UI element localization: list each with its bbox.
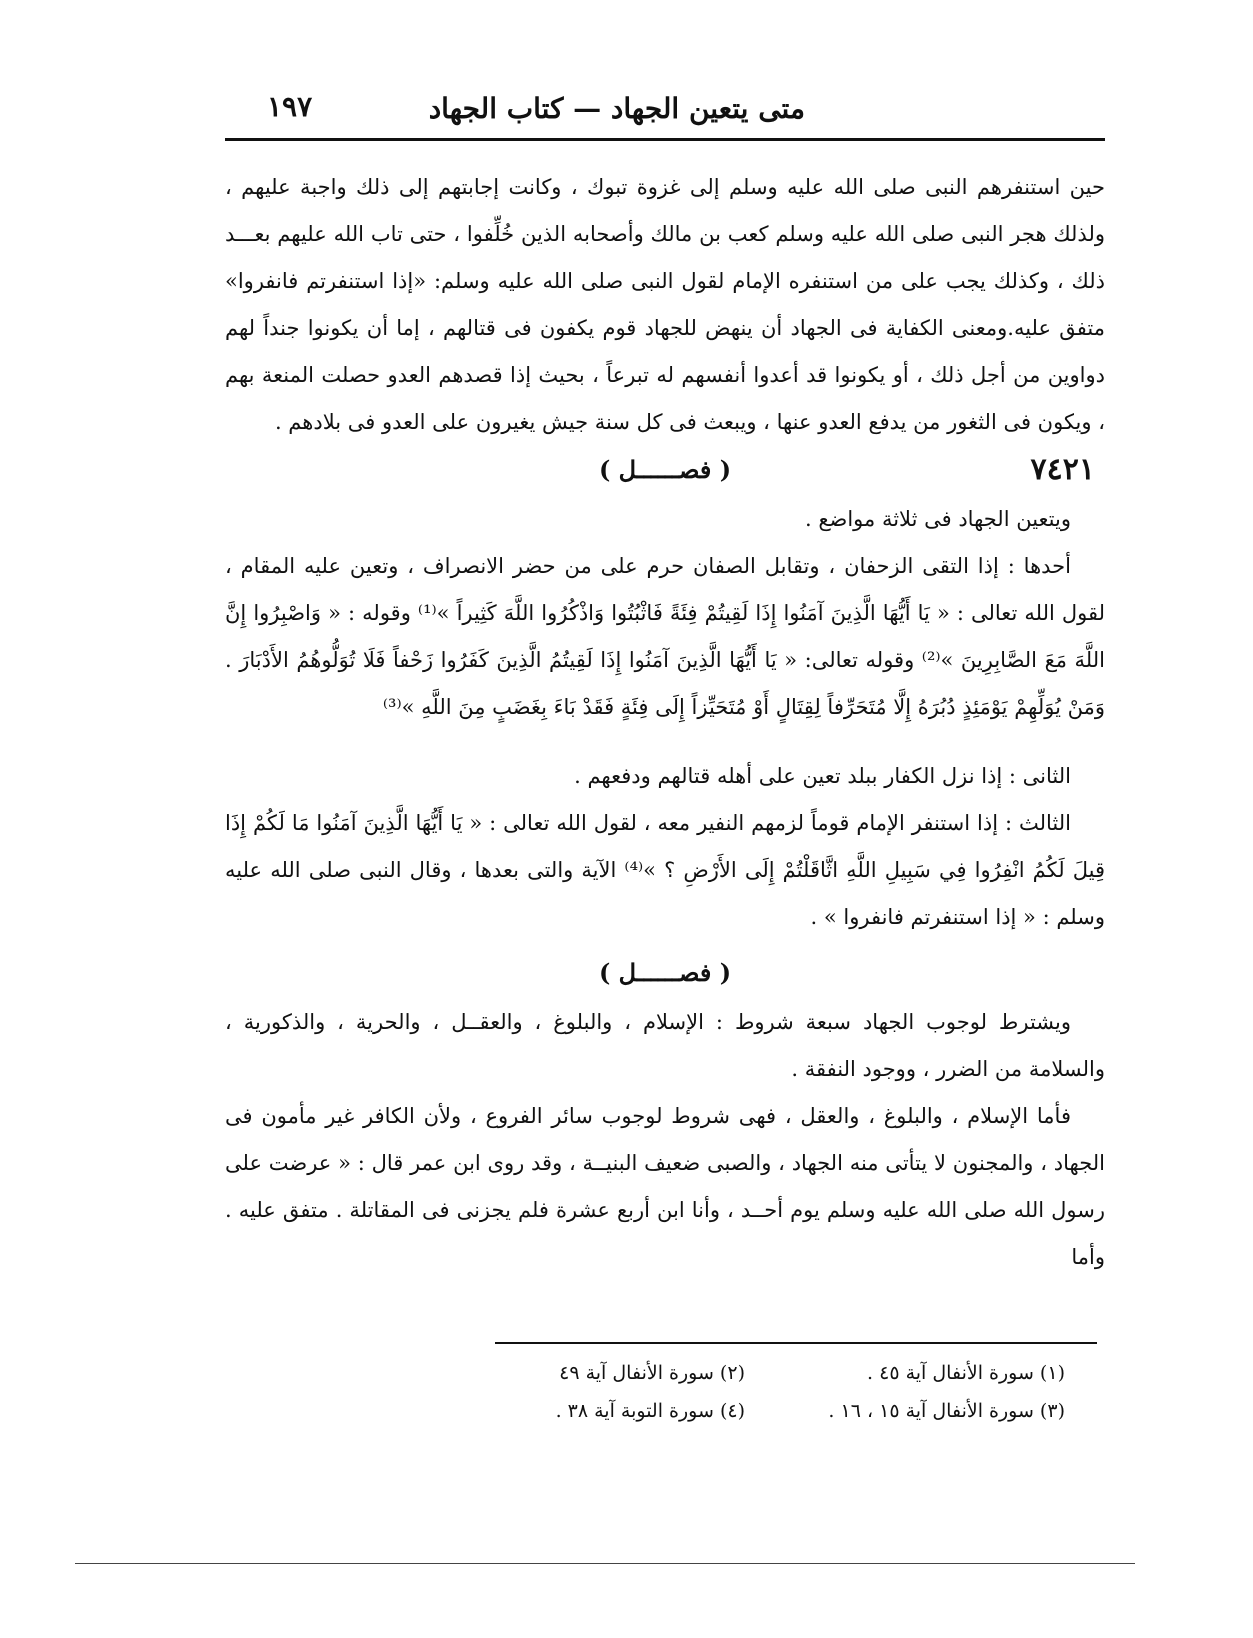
running-header <box>225 88 1105 136</box>
section-heading-row <box>225 446 1105 496</box>
footnote-4: (٤) سورة التوبة آية ٣٨ . <box>555 1400 745 1422</box>
paragraph-4: الثانى : إذا نزل الكفار ببلد تعين على أهله قتالهم ودفعهم . <box>574 764 1071 788</box>
fasl-paren-close: ) <box>598 958 611 987</box>
paragraph-7: فأما الإسلام ، والبلوغ ، والعقل ، فهى شروط لوجوب سائر الفروع ، ولأن الكافر غير مأمون فى الجهاد ، والمجنون لا يتأتى منه الجهاد ، والصبى ضعيف البنيــة ، وقد روى ابن عمر قال : « عرضت على رسول الله صلى الله عليه وسلم يوم أحــد ، وأنا ابن أربع عشرة فلم يجزنى فى المقاتلة . متفق عليه . وأما <box>225 1104 1105 1269</box>
footnotes <box>425 1362 1065 1438</box>
fasl-word: فصــــــل <box>618 455 712 484</box>
footnote-3: (٣) سورة الأنفال آية ١٥ ، ١٦ . <box>828 1400 1065 1422</box>
page-number: ١٩٧ <box>267 90 313 123</box>
footnote-row <box>425 1400 1065 1438</box>
paragraph-6: ويشترط لوجوب الجهاد سبعة شروط : الإسلام ، والبلوغ ، والعقــل ، والحرية ، والذكورية ، والسلامة من الضرر ، ووجود النفقة . <box>225 1010 1105 1081</box>
running-title: متى يتعين الجهاد — كتاب الجهاد <box>428 92 805 125</box>
section-heading-fasl-2 <box>225 949 1105 999</box>
paragraph-5: الثالث : إذا استنفر الإمام قوماً لزمهم النفير معه ، لقول الله تعالى : « يَا أَيُّهَا الَّذِينَ آمَنُوا مَا لَكُمْ إِذَا قِيلَ لَكُمُ انْفِرُوا فِي سَبِيلِ اللَّهِ اثَّاقَلْتُمْ إِلَى الأَرْضِ ؟ »⁽⁴⁾ الآية والتى بعدها ، وقال النبى صلى الله عليه وسلم : « إذا استنفرتم فانفروا » . <box>225 811 1106 929</box>
paragraph-3: أحدها : إذا التقى الزحفان ، وتقابل الصفان حرم على من حضر الانصراف ، وتعين عليه المقام ، لقول الله تعالى : « يَا أَيُّهَا الَّذِينَ آمَنُوا إِذَا لَقِيتُمْ فِئَةً فَاثْبُتُوا وَاذْكُرُوا اللَّهَ كَثِيراً »⁽¹⁾ وقوله : « وَاصْبِرُوا إِنَّ اللَّهَ مَعَ الصَّابِرِينَ »⁽²⁾ وقوله تعالى: « يَا أَيُّهَا الَّذِينَ آمَنُوا إِذَا لَقِيتُمُ الَّذِينَ كَفَرُوا زَحْفاً فَلَا تُوَلُّوهُمُ الأَدْبَارَ . وَمَنْ يُوَلِّهِمْ يَوْمَئِذٍ دُبُرَهُ إِلَّا مُتَحَرِّفاً لِقِتَالٍ أَوْ مُتَحَيِّزاً إِلَى فِئَةٍ فَقَدْ بَاءَ بِغَضَبٍ مِنَ اللَّهِ »⁽³⁾ <box>225 554 1105 719</box>
section-heading-fasl <box>225 446 1105 496</box>
body-text <box>225 164 1105 1281</box>
spacer <box>225 941 1105 949</box>
paragraph-number: ٧٤٢١ <box>1030 452 1095 487</box>
fasl-paren-open: ( <box>719 958 732 987</box>
footnote-2: (٢) سورة الأنفال آية ٤٩ <box>559 1362 745 1384</box>
paragraph-1: حين استنفرهم النبى صلى الله عليه وسلم إلى غزوة تبوك ، وكانت إجابتهم إلى ذلك واجبة عليهم ، ولذلك هجر النبى صلى الله عليه وسلم كعب بن مالك وأصحابه الذين خُلِّفوا ، حتى تاب الله عليهم بعـــد ذلك ، وكذلك يجب على من استنفره الإمام لقول النبى صلى الله عليه وسلم: «إذا استنفرتم فانفروا» متفق عليه.ومعنى الكفاية فى الجهاد أن ينهض للجهاد قوم يكفون فى قتالهم ، إما أن يكونوا جنداً لهم دواوين من أجل ذلك ، أو يكونوا قد أعدوا أنفسهم له تبرعاً ، بحيث إذا قصدهم العدو حصلت المنعة بهم ، ويكون فى الثغور من يدفع العدو عنها ، ويبعث فى كل سنة جيش يغيرون على العدو فى بلادهم . <box>225 175 1105 434</box>
spacer <box>225 731 1105 753</box>
footnote-1: (١) سورة الأنفال آية ٤٥ . <box>867 1362 1065 1384</box>
paragraph-2: ويتعين الجهاد فى ثلاثة مواضع . <box>804 507 1071 531</box>
footnote-rule <box>495 1342 1097 1344</box>
fasl-word: فصــــــل <box>618 958 712 987</box>
fasl-paren-close: ) <box>598 455 611 484</box>
footnote-row <box>425 1362 1065 1400</box>
fasl-paren-open: ( <box>719 455 732 484</box>
header-rule <box>225 138 1105 141</box>
page-bottom-rule <box>75 1563 1135 1564</box>
